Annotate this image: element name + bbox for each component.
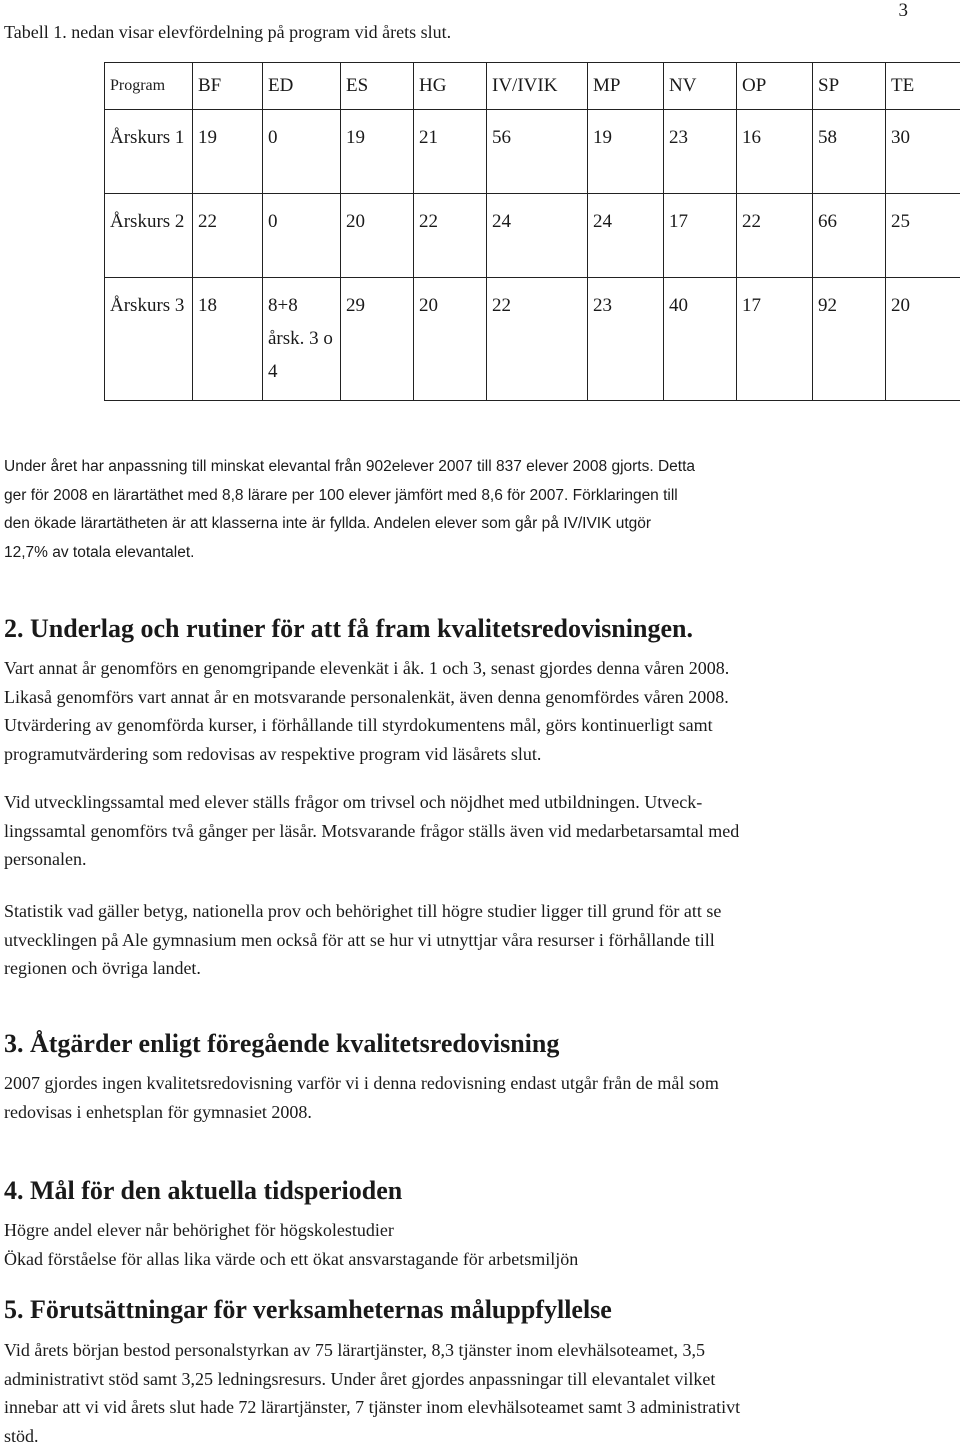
table-cell: 92	[813, 278, 886, 401]
table-cell: 22	[487, 278, 588, 401]
table-row	[105, 278, 960, 401]
table-cell: 22	[737, 194, 813, 278]
previous-report-paragraph	[4, 1069, 954, 1126]
student-distribution-table	[104, 62, 960, 401]
table-row	[105, 194, 960, 278]
table-cell: 0	[263, 110, 341, 194]
table-cell: 24	[487, 194, 588, 278]
table-cell: 17	[737, 278, 813, 401]
header-cell: MP	[588, 63, 664, 110]
table-cell: 22	[414, 194, 487, 278]
table-cell: 24	[588, 194, 664, 278]
header-cell: BF	[193, 63, 263, 110]
table-cell: 23	[664, 110, 737, 194]
text-line: regionen och övriga landet.	[4, 958, 201, 979]
header-cell: TE	[886, 63, 960, 110]
row-label: Årskurs 1	[105, 110, 193, 194]
table-cell: 19	[341, 110, 414, 194]
section-2-heading: 2. Underlag och rutiner för att få fram kvalitetsredovisningen.	[4, 614, 693, 643]
text-line: Statistik vad gäller betyg, nationella prov och behörighet till högre studier ligger till grund för att se	[4, 901, 722, 921]
text-line: personalen.	[4, 849, 87, 870]
section-3-heading: 3. Åtgärder enligt föregående kvalitetsredovisning	[4, 1029, 560, 1058]
table-cell: 58	[813, 110, 886, 194]
table-cell: 8+8 årsk. 3 o 4	[263, 278, 341, 401]
header-cell: Program	[105, 63, 193, 110]
table-cell: 16	[737, 110, 813, 194]
table-cell: 23	[588, 278, 664, 401]
text-line: utvecklingen på Ale gymnasium men också för att se hur vi utnyttjar våra resurser i förhållande till	[4, 929, 715, 950]
enrollment-paragraph	[4, 453, 954, 567]
survey-paragraph	[4, 654, 954, 768]
text-line: lingssamtal genomförs två gånger per läsår. Motsvarande frågor ställs även vid medarbetarsamtal med	[4, 820, 740, 841]
table-row	[105, 110, 960, 194]
row-label: Årskurs 3	[105, 278, 193, 401]
header-cell: HG	[414, 63, 487, 110]
staffing-paragraph	[4, 1336, 954, 1450]
header-cell: SP	[813, 63, 886, 110]
page-number: 3	[898, 0, 908, 21]
header-cell: OP	[737, 63, 813, 110]
text-line: 12,7% av totala elevantalet.	[4, 543, 195, 561]
table-cell: 20	[341, 194, 414, 278]
table-caption: Tabell 1. nedan visar elevfördelning på program vid årets slut.	[4, 22, 452, 42]
table-cell: 25	[886, 194, 960, 278]
table-cell: 66	[813, 194, 886, 278]
header-cell: IV/IVIK	[487, 63, 588, 110]
table-cell: 30	[886, 110, 960, 194]
table-cell: 19	[588, 110, 664, 194]
table-cell: 17	[664, 194, 737, 278]
table-cell: 19	[193, 110, 263, 194]
text-line: ger för 2008 en lärartäthet med 8,8 lärare per 100 elever jämfört med 8,6 för 2007. Förklaringen till	[4, 486, 678, 504]
text-line: Vid utvecklingssamtal med elever ställs frågor om trivsel och nöjdhet med utbildningen. Utveck-	[4, 792, 703, 812]
table-cell: 40	[664, 278, 737, 401]
statistics-paragraph	[4, 897, 954, 983]
table-cell: 18	[193, 278, 263, 401]
goal-item: Högre andel elever når behörighet för högskolestudier	[4, 1220, 394, 1240]
table-cell: 20	[886, 278, 960, 401]
table-header-row	[105, 63, 960, 110]
table-cell: 56	[487, 110, 588, 194]
text-line: programutvärdering som redovisas av respektive program vid läsårets slut.	[4, 743, 542, 764]
text-line: Under året har anpassning till minskat elevantal från 902elever 2007 till 837 elever 2008 gjorts. Detta	[4, 458, 696, 475]
text-line: administrativt stöd samt 3,25 ledningsresurs. Under året gjordes anpassningar till elevantalet vilket	[4, 1368, 716, 1389]
table-cell: 21	[414, 110, 487, 194]
header-cell: ED	[263, 63, 341, 110]
header-cell: NV	[664, 63, 737, 110]
table-cell: 22	[193, 194, 263, 278]
goal-item: Ökad förståelse för allas lika värde och ett ökat ansvarstagande för arbetsmiljön	[4, 1248, 579, 1269]
row-label: Årskurs 2	[105, 194, 193, 278]
text-line: 2007 gjordes ingen kvalitetsredovisning varför vi i denna redovisning endast utgår från de mål som	[4, 1073, 719, 1093]
header-cell: ES	[341, 63, 414, 110]
text-line: stöd.	[4, 1425, 39, 1446]
text-line: Vid årets början bestod personalstyrkan av 75 lärartjänster, 8,3 tjänster inom elevhälsoteamet, 3,5	[4, 1340, 705, 1360]
text-line: innebar att vi vid årets slut hade 72 lärartjänster, 7 tjänster inom elevhälsoteamet samt 3 administrativt	[4, 1397, 741, 1418]
goals-list	[4, 1216, 954, 1273]
section-4-heading: 4. Mål för den aktuella tidsperioden	[4, 1176, 403, 1205]
text-line: Likaså genomförs vart annat år en motsvarande personalenkät, även denna genomfördes våren 2008.	[4, 686, 729, 707]
development-talks-paragraph	[4, 788, 954, 874]
table-cell: 20	[414, 278, 487, 401]
text-line: Vart annat år genomförs en genomgripande elevenkät i åk. 1 och 3, senast gjordes denna våren 2008.	[4, 658, 730, 678]
table-cell: 29	[341, 278, 414, 401]
text-line: Utvärdering av genomförda kurser, i förhållande till styrdokumentens mål, görs kontinuerligt samt	[4, 715, 713, 736]
table-cell: 0	[263, 194, 341, 278]
text-line: redovisas i enhetsplan för gymnasiet 2008.	[4, 1101, 312, 1122]
section-5-heading: 5. Förutsättningar för verksamheternas måluppfyllelse	[4, 1295, 612, 1324]
text-line: den ökade lärartätheten är att klasserna inte är fyllda. Andelen elever som går på IV/IVIK utgör	[4, 515, 652, 533]
